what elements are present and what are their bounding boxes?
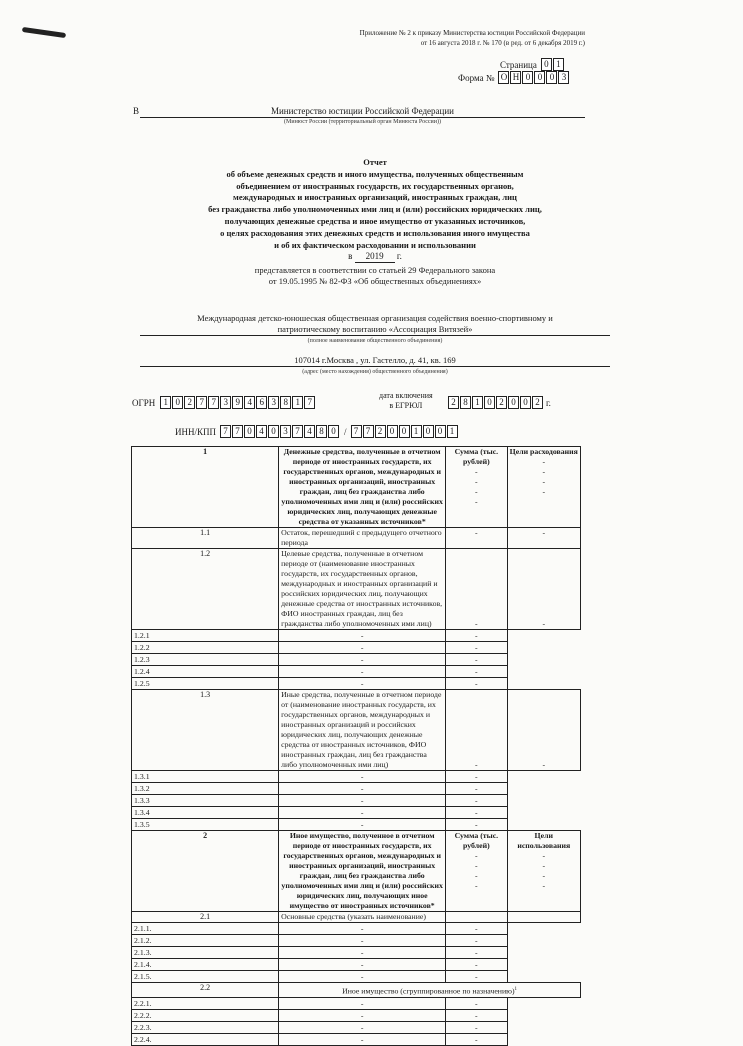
- row-1-3: [132, 690, 581, 771]
- digit-cell: 9: [232, 396, 243, 409]
- sum-cell: -: [279, 630, 446, 642]
- goal-cell: -: [446, 923, 507, 935]
- digit-cell: 0: [172, 396, 183, 409]
- sub-row-label: 2.1.3.: [132, 947, 279, 959]
- goal-head-text: Цели расходования: [509, 447, 578, 456]
- sum-cell: -: [279, 1033, 446, 1045]
- title-line: об объеме денежных средств и иного имущества, полученных общественным: [226, 168, 524, 179]
- table-row: [132, 795, 581, 807]
- digit-cell: 0: [541, 58, 552, 71]
- sum-cell: -: [279, 1009, 446, 1021]
- digit-cell: 8: [460, 396, 471, 409]
- title-lines: [140, 169, 610, 252]
- row-number: 2.2: [132, 983, 279, 998]
- goal-cell: -: [446, 947, 507, 959]
- sum-cell: -: [279, 923, 446, 935]
- digit-cell: О: [498, 71, 509, 84]
- sum-cell: -: [279, 935, 446, 947]
- sum-cell: -: [279, 1021, 446, 1033]
- rows-2-1-sub: [132, 923, 581, 983]
- row-number: 1.3: [132, 690, 279, 771]
- page-digits: [541, 58, 565, 71]
- row-number: 2: [132, 831, 279, 912]
- sum-cell: -: [279, 795, 446, 807]
- sub-row-label: 1.2.3: [132, 654, 279, 666]
- sub-row-label: 2.2.2.: [132, 1009, 279, 1021]
- table-row: [132, 959, 581, 971]
- section-2-title: Иное имущество, полученное в отчетном периоде от иностранных государств, их государственных органов, международных и иностранных организаций, иностранных граждан, лиц без гражданства либо уполномоченных ими лиц и (или) российских юридических лиц, получающих иное имущество от иностранных источников*: [279, 831, 446, 912]
- appendix-note: [285, 28, 585, 48]
- year-prefix: в: [348, 251, 353, 261]
- goal-cell: -: [446, 1021, 507, 1033]
- sub-row-label: 2.2.3.: [132, 1021, 279, 1033]
- sum-cell: -: [279, 947, 446, 959]
- digit-cell: 0: [328, 425, 339, 438]
- digit-cell: 0: [522, 71, 533, 84]
- rows-2-2-sub: [132, 997, 581, 1045]
- sub-row-label: 1.3.5: [132, 819, 279, 831]
- row-text: Иное имущество (сгруппированное по назначению): [342, 986, 515, 996]
- digit-cell: 3: [268, 396, 279, 409]
- row-number: 1: [132, 447, 279, 528]
- sub-row-label: 2.2.4.: [132, 1033, 279, 1045]
- sum-cell: -: [279, 666, 446, 678]
- goal-cell: -: [446, 959, 507, 971]
- sum-cell: -: [279, 997, 446, 1009]
- goal-cell: -: [446, 678, 507, 690]
- sum-cell: -: [279, 819, 446, 831]
- row-number: 2.1: [132, 912, 279, 923]
- sub-row-label: 2.2.1.: [132, 997, 279, 1009]
- dash: -: [475, 851, 478, 860]
- goal-cell: -: [446, 1033, 507, 1045]
- row-text: Иные средства, полученные в отчетном периоде от (наименование иностранных государств, их государственных органов, международных и иностранных организаций и российских юридических лиц, получающих денежные средства от иностранных источников, ФИО иностранных граждан, лиц без гражданства либо уполномоченных ими лиц): [279, 690, 446, 771]
- goal-cell: -: [507, 690, 580, 771]
- digit-cell: 7: [304, 396, 315, 409]
- row-2-1: [132, 912, 581, 923]
- sum-head-text: Сумма (тыс. рублей): [454, 447, 499, 466]
- digit-cell: 0: [520, 396, 531, 409]
- sum-cell: -: [279, 678, 446, 690]
- page-number: [500, 58, 565, 71]
- goal-cell: -: [446, 1009, 507, 1021]
- digit-cell: 0: [423, 425, 434, 438]
- digit-cell: 1: [292, 396, 303, 409]
- dash: -: [542, 881, 546, 890]
- sum-cell: -: [279, 959, 446, 971]
- sub-row-label: 2.1.2.: [132, 935, 279, 947]
- title-heading: Отчет: [363, 157, 387, 167]
- to-prefix: В: [133, 106, 140, 116]
- table-row: [132, 819, 581, 831]
- goal-header: [507, 831, 580, 912]
- digit-cell: 7: [351, 425, 362, 438]
- goal-header: [507, 447, 580, 528]
- dash: -: [542, 861, 546, 870]
- sub-row-label: 2.1.1.: [132, 923, 279, 935]
- report-year: [140, 251, 610, 263]
- appendix-line: от 16 августа 2018 г. № 170 (в ред. от 6 декабря 2019 г.): [420, 39, 585, 47]
- scan-smear: [22, 27, 66, 38]
- table-row: [132, 630, 581, 642]
- sum-cell: -: [446, 549, 507, 630]
- digit-cell: 7: [232, 425, 243, 438]
- sum-cell: -: [279, 971, 446, 983]
- table-row: [132, 642, 581, 654]
- inn-kpp-field: [175, 425, 459, 438]
- row-number: 1.1: [132, 528, 279, 549]
- sub-row-label: 1.3.2: [132, 783, 279, 795]
- sum-header: [446, 831, 507, 912]
- digit-cell: 7: [363, 425, 374, 438]
- goal-cell: -: [446, 654, 507, 666]
- digit-cell: 2: [496, 396, 507, 409]
- sum-cell: [446, 912, 507, 923]
- digit-cell: 8: [280, 396, 291, 409]
- goal-cell: -: [446, 971, 507, 983]
- digit-cell: 1: [472, 396, 483, 409]
- table-row: [132, 947, 581, 959]
- goal-cell: -: [446, 666, 507, 678]
- section-1-header: [132, 447, 581, 528]
- goal-cell: -: [446, 642, 507, 654]
- row-text-wrap: [279, 983, 581, 998]
- year-suffix: г.: [396, 251, 402, 261]
- digit-cell: 6: [256, 396, 267, 409]
- sub-row-label: 1.2.5: [132, 678, 279, 690]
- sub-row-label: 1.2.1: [132, 630, 279, 642]
- sub-row-label: 1.2.2: [132, 642, 279, 654]
- egrul-label-line: в ЕГРЮЛ: [389, 401, 423, 410]
- dash: -: [542, 851, 546, 860]
- sub-row-label: 1.3.4: [132, 807, 279, 819]
- dash: -: [475, 881, 478, 890]
- sum-cell: -: [279, 783, 446, 795]
- row-1-1: [132, 528, 581, 549]
- digit-cell: 2: [532, 396, 543, 409]
- dash: -: [475, 477, 478, 486]
- row-2-2: [132, 983, 581, 998]
- title-line: и об их фактическом расходовании и использовании: [274, 239, 476, 250]
- digit-cell: 3: [280, 425, 291, 438]
- form-label: Форма №: [458, 72, 495, 83]
- goal-cell: -: [446, 630, 507, 642]
- section-1-title: Денежные средства, полученные в отчетном периоде от иностранных государств, их государственных органов, международных и иностранных организаций, иностранных граждан, лиц без гражданства либо уполномоченных ими лиц и (или) российских юридических лиц, получающих денежные средства от указанных источников*: [279, 447, 446, 528]
- sub-row-label: 1.2.4: [132, 666, 279, 678]
- digit-cell: 0: [244, 425, 255, 438]
- digit-cell: 3: [558, 71, 569, 84]
- digit-cell: 1: [447, 425, 458, 438]
- digit-cell: 7: [292, 425, 303, 438]
- appendix-line: Приложение № 2 к приказу Министерства юстиции Российской Федерации: [359, 29, 585, 37]
- table-row: [132, 1009, 581, 1021]
- goal-cell: -: [446, 771, 507, 783]
- org-caption: (полное наименование общественного объединения): [307, 338, 443, 344]
- row-number: 1.2: [132, 549, 279, 630]
- title-line: без гражданства либо уполномоченных ими лиц и (или) российских юридических лиц,: [208, 204, 542, 215]
- goal-cell: -: [446, 795, 507, 807]
- row-text: Остаток, перешедший с предыдущего отчетного периода: [279, 528, 446, 549]
- digit-cell: 4: [256, 425, 267, 438]
- report-table: [131, 446, 581, 1046]
- dash: -: [542, 871, 546, 880]
- sub-row-label: 2.1.5.: [132, 971, 279, 983]
- table-row: [132, 654, 581, 666]
- digit-cell: 3: [220, 396, 231, 409]
- dash: -: [542, 487, 546, 496]
- section-2-header: [132, 831, 581, 912]
- digit-cell: 0: [534, 71, 545, 84]
- row-1-2: [132, 549, 581, 630]
- rows-1-2-sub: [132, 630, 581, 690]
- digit-cell: 0: [508, 396, 519, 409]
- basis-line: представляется в соответствии со статьей 29 Федерального закона: [254, 265, 496, 275]
- egrul-label: [379, 391, 433, 411]
- innkpp-label: ИНН/КПП: [175, 426, 217, 437]
- sum-head-text: Сумма (тыс. рублей): [454, 831, 499, 850]
- sub-row-label: 1.3.1: [132, 771, 279, 783]
- digit-cell: 7: [220, 425, 231, 438]
- table-row: [132, 997, 581, 1009]
- digit-cell: 4: [304, 425, 315, 438]
- digit-cell: 1: [411, 425, 422, 438]
- authority-name: Министерство юстиции Российской Федерации: [140, 106, 585, 118]
- goal-cell: [507, 912, 580, 923]
- form-digits: [498, 71, 570, 84]
- dash: -: [475, 467, 478, 476]
- rows-1-3-sub: [132, 771, 581, 831]
- org-address: 107014 г.Москва , ул. Гастелло, д. 41, кв. 169: [140, 355, 610, 367]
- egrul-suffix: г.: [546, 397, 551, 408]
- title-line: о целях расходования этих денежных средств и использования иного имущества: [220, 227, 530, 238]
- ogrn-digits: [160, 396, 316, 409]
- goal-cell: -: [446, 783, 507, 795]
- table-row: [132, 807, 581, 819]
- page-label: Страница: [500, 59, 537, 70]
- digit-cell: 0: [268, 425, 279, 438]
- dash: -: [542, 457, 546, 466]
- sub-row-label: 1.3.3: [132, 795, 279, 807]
- goal-cell: -: [446, 997, 507, 1009]
- form-number: [458, 71, 570, 84]
- egrul-date: [448, 396, 551, 409]
- egrul-digits: [448, 396, 544, 409]
- row-text: Основные средства (указать наименование): [279, 912, 446, 923]
- dash: -: [542, 477, 546, 486]
- ogrn-field: [132, 396, 316, 409]
- table-row: [132, 771, 581, 783]
- sum-cell: -: [279, 771, 446, 783]
- dash: -: [475, 497, 478, 506]
- org-line: Международная детско-юношеская общественная организация содействия военно-спортивному и: [197, 313, 553, 323]
- address-caption: (адрес (место нахождения) общественного объединения): [302, 369, 448, 375]
- inn-digits: [220, 425, 340, 438]
- digit-cell: 4: [244, 396, 255, 409]
- sub-row-label: 2.1.4.: [132, 959, 279, 971]
- table-row: [132, 971, 581, 983]
- kpp-digits: [351, 425, 459, 438]
- dash: -: [475, 487, 478, 496]
- digit-cell: 0: [399, 425, 410, 438]
- goal-cell: -: [507, 549, 580, 630]
- row-text: Целевые средства, полученные в отчетном периоде от (наименование иностранных государств, их государственных органов, международных и иностранных организаций и российских юридических лиц, получающих денежные средства от иностранных источников, ФИО иностранных граждан, лиц без гражданства либо уполномоченных ими лиц): [279, 549, 446, 630]
- legal-basis: [140, 265, 610, 287]
- basis-line: от 19.05.1995 № 82-ФЗ «Об общественных объединениях»: [268, 276, 482, 286]
- year-value: 2019: [355, 251, 395, 263]
- dash: -: [475, 861, 478, 870]
- goal-cell: -: [507, 528, 580, 549]
- goal-cell: -: [446, 807, 507, 819]
- title-line: объединением от иностранных государств, их государственных органов,: [236, 180, 514, 191]
- goal-cell: -: [446, 819, 507, 831]
- digit-cell: 8: [316, 425, 327, 438]
- digit-cell: 0: [387, 425, 398, 438]
- table-row: [132, 783, 581, 795]
- digit-cell: 1: [160, 396, 171, 409]
- goal-head-text: Цели использования: [517, 831, 571, 850]
- goal-cell: -: [446, 935, 507, 947]
- digit-cell: 2: [448, 396, 459, 409]
- sum-cell: -: [446, 528, 507, 549]
- sum-cell: -: [279, 642, 446, 654]
- innkpp-sep: /: [344, 426, 347, 437]
- dash: -: [542, 467, 546, 476]
- table-row: [132, 923, 581, 935]
- authority-caption: (Минюст России (территориальный орган Минюста России)): [284, 119, 441, 125]
- digit-cell: 7: [196, 396, 207, 409]
- digit-cell: 2: [184, 396, 195, 409]
- digit-cell: 0: [484, 396, 495, 409]
- title-line: международных и иностранных организаций, иностранных граждан, лиц: [233, 192, 517, 203]
- sum-cell: -: [446, 690, 507, 771]
- digit-cell: 1: [553, 58, 564, 71]
- egrul-label-line: дата включения: [379, 391, 433, 400]
- table-row: [132, 1021, 581, 1033]
- digit-cell: 7: [208, 396, 219, 409]
- sum-header: [446, 447, 507, 528]
- sum-cell: -: [279, 654, 446, 666]
- ogrn-label: ОГРН: [132, 397, 156, 408]
- digit-cell: 2: [375, 425, 386, 438]
- sum-cell: -: [279, 807, 446, 819]
- digit-cell: Н: [510, 71, 521, 84]
- digit-cell: 0: [546, 71, 557, 84]
- digit-cell: 0: [435, 425, 446, 438]
- organization-name: [140, 313, 610, 336]
- footnote-mark: 1: [514, 987, 518, 992]
- dash: -: [475, 871, 478, 880]
- title-line: получающих денежные средства и иное имущество от указанных источников,: [224, 215, 526, 226]
- table-row: [132, 1033, 581, 1045]
- table-row: [132, 678, 581, 690]
- table-row: [132, 935, 581, 947]
- org-line: патриотическому воспитанию «Ассоциация Витязей»: [140, 324, 610, 336]
- table-row: [132, 666, 581, 678]
- report-title: [140, 157, 610, 251]
